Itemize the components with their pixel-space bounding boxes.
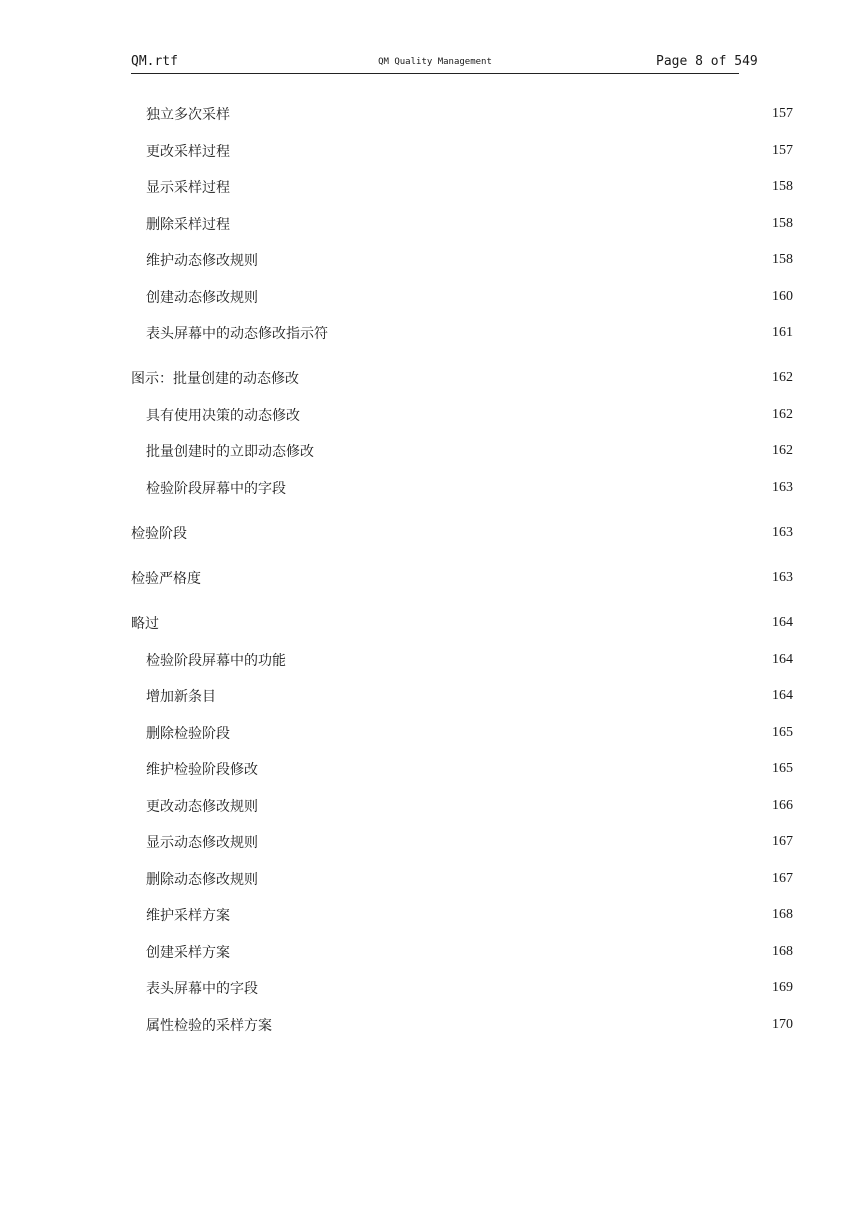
toc-entry-page-number: 163	[772, 570, 793, 585]
toc-entry-title: 批量创建时的立即动态修改	[146, 444, 314, 460]
toc-entry[interactable]	[131, 286, 793, 308]
toc-entry[interactable]	[131, 522, 793, 544]
toc-entry-page-number: 165	[772, 761, 793, 776]
toc-entry[interactable]	[131, 213, 793, 235]
toc-entry[interactable]	[131, 249, 793, 271]
toc-entry-page-number: 157	[772, 106, 793, 121]
toc-entry-page-number: 158	[772, 216, 793, 231]
toc-entry-title: 更改动态修改规则	[146, 799, 258, 815]
toc-entry[interactable]	[131, 140, 793, 162]
toc-entry-title: 略过	[131, 616, 159, 632]
toc-entry[interactable]	[131, 977, 793, 999]
toc-entry-page-number: 163	[772, 480, 793, 495]
header-page-number: Page 8 of 549	[656, 54, 758, 69]
toc-entry-page-number: 168	[772, 907, 793, 922]
toc-entry-title: 图示：批量创建的动态修改	[131, 371, 299, 387]
toc-entry-title: 删除动态修改规则	[146, 872, 258, 888]
toc-entry[interactable]	[131, 440, 793, 462]
toc-entry-page-number: 162	[772, 443, 793, 458]
toc-entry-page-number: 166	[772, 798, 793, 813]
toc-entry-title: 维护检验阶段修改	[146, 762, 258, 778]
toc-entry-title: 检验阶段屏幕中的功能	[146, 653, 286, 669]
toc-entry-page-number: 163	[772, 525, 793, 540]
toc-entry[interactable]	[131, 649, 793, 671]
toc-entry[interactable]	[131, 477, 793, 499]
toc-entry-title: 检验阶段屏幕中的字段	[146, 481, 286, 497]
toc-entry-page-number: 168	[772, 944, 793, 959]
toc-entry-page-number: 158	[772, 179, 793, 194]
toc-entry-title: 表头屏幕中的动态修改指示符	[146, 326, 328, 342]
toc-entry-page-number: 157	[772, 143, 793, 158]
toc-entry[interactable]	[131, 404, 793, 426]
toc-entry-page-number: 164	[772, 652, 793, 667]
toc-entry-page-number: 170	[772, 1017, 793, 1032]
toc-entry[interactable]	[131, 831, 793, 853]
toc-entry-page-number: 162	[772, 370, 793, 385]
toc-entry[interactable]	[131, 941, 793, 963]
toc-entry-title: 创建动态修改规则	[146, 290, 258, 306]
toc-entry[interactable]	[131, 1014, 793, 1036]
toc-entry-title: 表头屏幕中的字段	[146, 981, 258, 997]
toc-entry[interactable]	[131, 722, 793, 744]
toc-entry-page-number: 161	[772, 325, 793, 340]
toc-entry[interactable]	[131, 176, 793, 198]
toc-entry-title: 具有使用决策的动态修改	[146, 408, 300, 424]
toc-entry-title: 更改采样过程	[146, 144, 230, 160]
toc-entry-title: 显示采样过程	[146, 180, 230, 196]
toc-entry-title: 显示动态修改规则	[146, 835, 258, 851]
toc-entry-title: 属性检验的采样方案	[146, 1018, 272, 1034]
toc-entry-page-number: 158	[772, 252, 793, 267]
toc-entry[interactable]	[131, 103, 793, 125]
toc-entry-page-number: 167	[772, 871, 793, 886]
toc-entry[interactable]	[131, 685, 793, 707]
toc-entry-page-number: 167	[772, 834, 793, 849]
toc-entry[interactable]	[131, 567, 793, 589]
toc-entry-title: 删除采样过程	[146, 217, 230, 233]
toc-entry-page-number: 160	[772, 289, 793, 304]
toc-entry[interactable]	[131, 868, 793, 890]
toc-entry-title: 维护动态修改规则	[146, 253, 258, 269]
header-file-name: QM.rtf	[131, 54, 178, 69]
toc-entry-page-number: 165	[772, 725, 793, 740]
toc-entry[interactable]	[131, 904, 793, 926]
toc-entry[interactable]	[131, 758, 793, 780]
toc-entry-page-number: 164	[772, 615, 793, 630]
toc-entry-title: 维护采样方案	[146, 908, 230, 924]
toc-entry-title: 独立多次采样	[146, 107, 230, 123]
toc-entry-page-number: 169	[772, 980, 793, 995]
toc-entry[interactable]	[131, 795, 793, 817]
toc-entry-title: 创建采样方案	[146, 945, 230, 961]
header-doc-title: QM Quality Management	[378, 57, 492, 67]
toc-entry-page-number: 164	[772, 688, 793, 703]
toc-entry-title: 检验严格度	[131, 571, 201, 587]
toc-entry[interactable]	[131, 367, 793, 389]
toc-entry[interactable]	[131, 322, 793, 344]
toc-entry-page-number: 162	[772, 407, 793, 422]
toc-entry-title: 检验阶段	[131, 526, 187, 542]
toc-entry-title: 删除检验阶段	[146, 726, 230, 742]
toc-entry[interactable]	[131, 612, 793, 634]
toc-entry-title: 增加新条目	[146, 689, 216, 705]
